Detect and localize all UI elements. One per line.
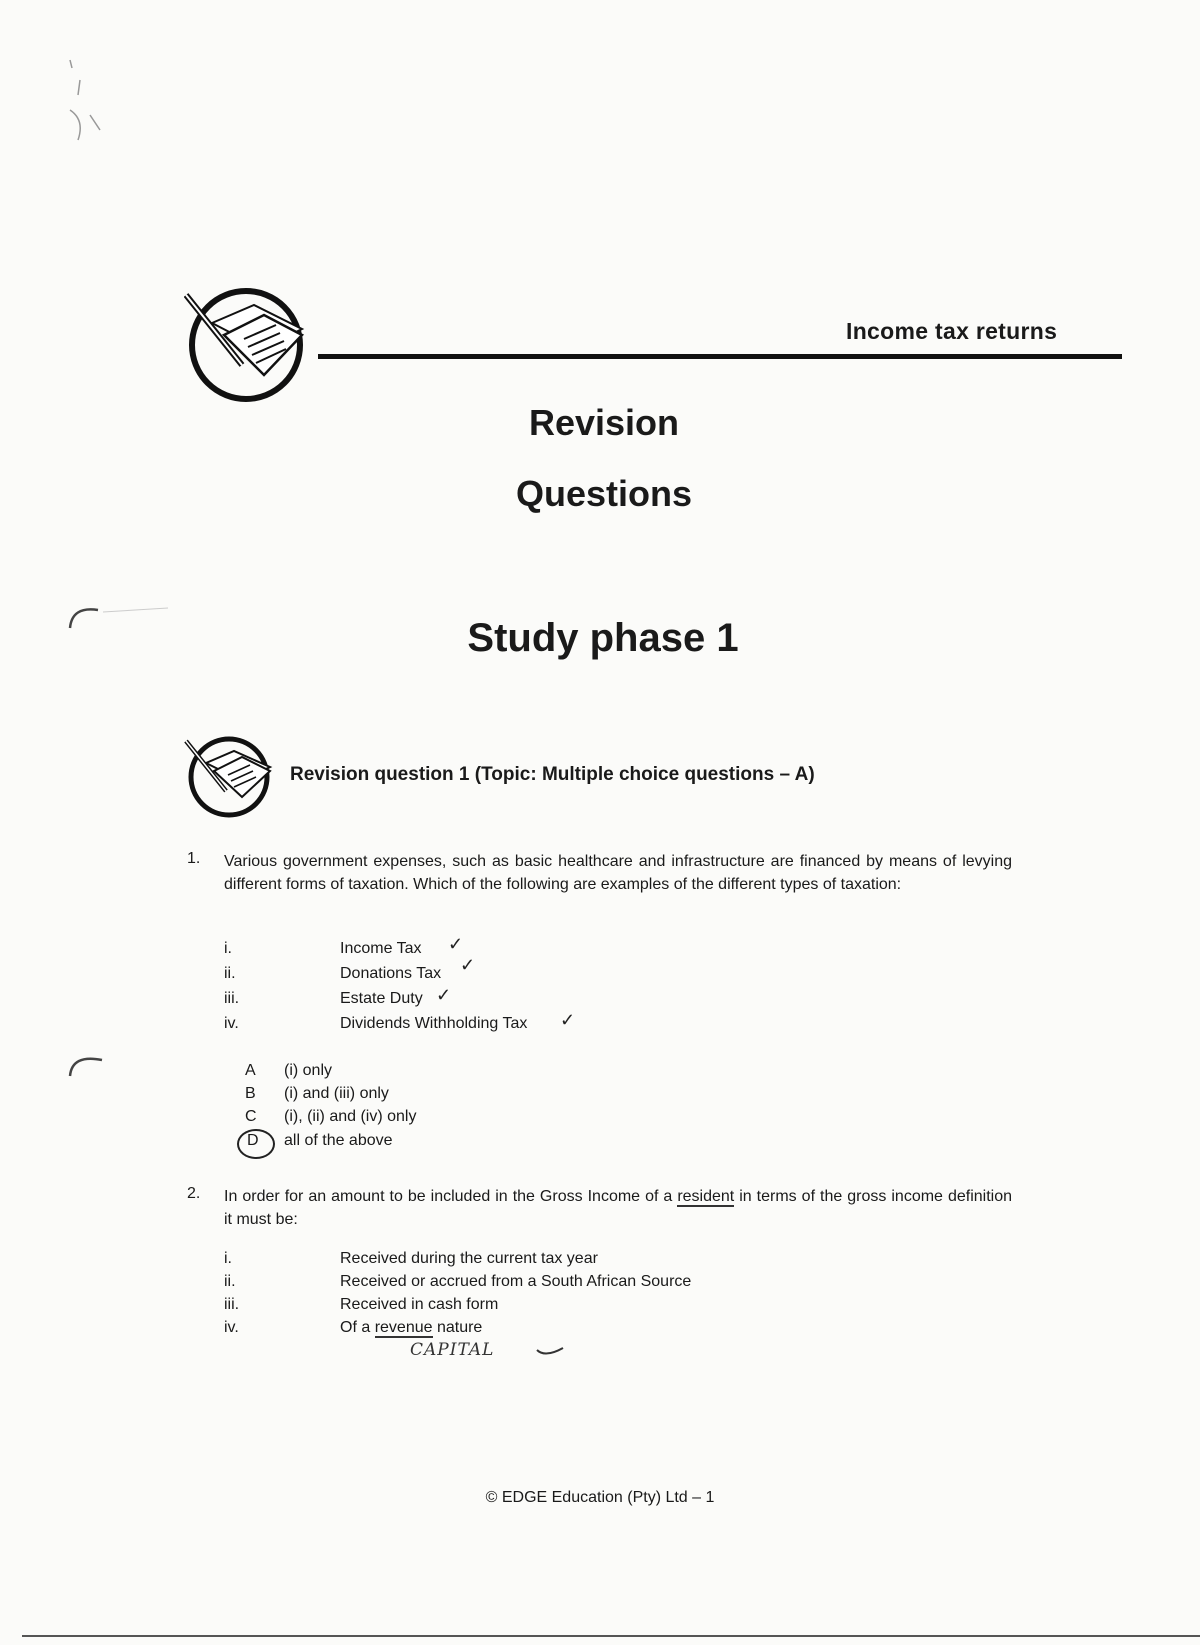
list-item-numeral: i.: [224, 1250, 232, 1267]
list-item-numeral: iv.: [224, 1319, 239, 1336]
revision-question-heading: Revision question 1 (Topic: Multiple choice questions – A): [290, 764, 815, 785]
check-mark-icon: ✓: [448, 934, 464, 954]
list-item-text: Income Tax: [340, 940, 422, 957]
list-item-numeral: iv.: [224, 1015, 239, 1032]
study-phase-title: Study phase 1: [467, 616, 739, 660]
header-title: Income tax returns: [846, 318, 1058, 344]
question-text: Various government expenses, such as basic healthcare and infrastructure are financed by means of levying different forms of taxation. Which of the following are examples of the different types of taxation:: [224, 853, 1012, 893]
list-item-text: Donations Tax: [340, 965, 442, 982]
header-rule: [318, 354, 1122, 359]
list-item-numeral: ii.: [224, 965, 236, 982]
list-item-text: Of a revenue nature: [340, 1319, 483, 1336]
title-questions: Questions: [515, 473, 693, 514]
list-item-text: Estate Duty: [340, 990, 423, 1007]
check-mark-icon: ✓: [436, 985, 452, 1005]
list-item-numeral: iii.: [224, 1296, 240, 1313]
footer-copyright: © EDGE Education (Pty) Ltd – 1: [485, 1489, 715, 1506]
book-pen-small-icon: [184, 733, 294, 818]
choice-text: all of the above: [284, 1132, 393, 1149]
list-item-text: Received in cash form: [340, 1296, 499, 1313]
list-item-numeral: iii.: [224, 990, 240, 1007]
page-bottom-edge: [22, 1635, 1200, 1637]
underlined-word: resident: [677, 1188, 735, 1205]
question-number: 2.: [187, 1185, 201, 1202]
choice-letter: C: [245, 1108, 257, 1125]
question-text: In order for an amount to be included in the Gross Income of a resident in terms of the gross income definition it must be:: [224, 1188, 1013, 1228]
choice-text: (i), (ii) and (iv) only: [284, 1108, 417, 1125]
binder-hole-mark-icon: [62, 1048, 122, 1088]
scan-marks-icon: [30, 20, 120, 150]
book-pen-icon: [184, 283, 324, 403]
list-item-numeral: i.: [224, 940, 232, 957]
list-item-text: Dividends Withholding Tax: [340, 1015, 528, 1032]
list-item-text: Received during the current tax year: [340, 1250, 598, 1267]
list-item-text: Received or accrued from a South African Source: [340, 1273, 692, 1290]
handwritten-tick-icon: [535, 1346, 565, 1360]
choice-letter: D: [247, 1132, 259, 1149]
binder-hole-mark-icon: [58, 598, 178, 638]
check-mark-icon: ✓: [460, 955, 476, 975]
choice-letter: B: [245, 1085, 256, 1102]
choice-letter: A: [245, 1062, 256, 1079]
underlined-word: revenue: [374, 1319, 433, 1336]
handwritten-note: CAPITAL: [410, 1340, 495, 1360]
list-item-numeral: ii.: [224, 1273, 236, 1290]
question-number: 1.: [187, 850, 201, 867]
choice-text: (i) only: [284, 1062, 333, 1079]
title-revision: Revision: [528, 402, 680, 443]
choice-text: (i) and (iii) only: [284, 1085, 389, 1102]
check-mark-icon: ✓: [560, 1010, 576, 1030]
selected-answer-circle: [237, 1129, 275, 1159]
